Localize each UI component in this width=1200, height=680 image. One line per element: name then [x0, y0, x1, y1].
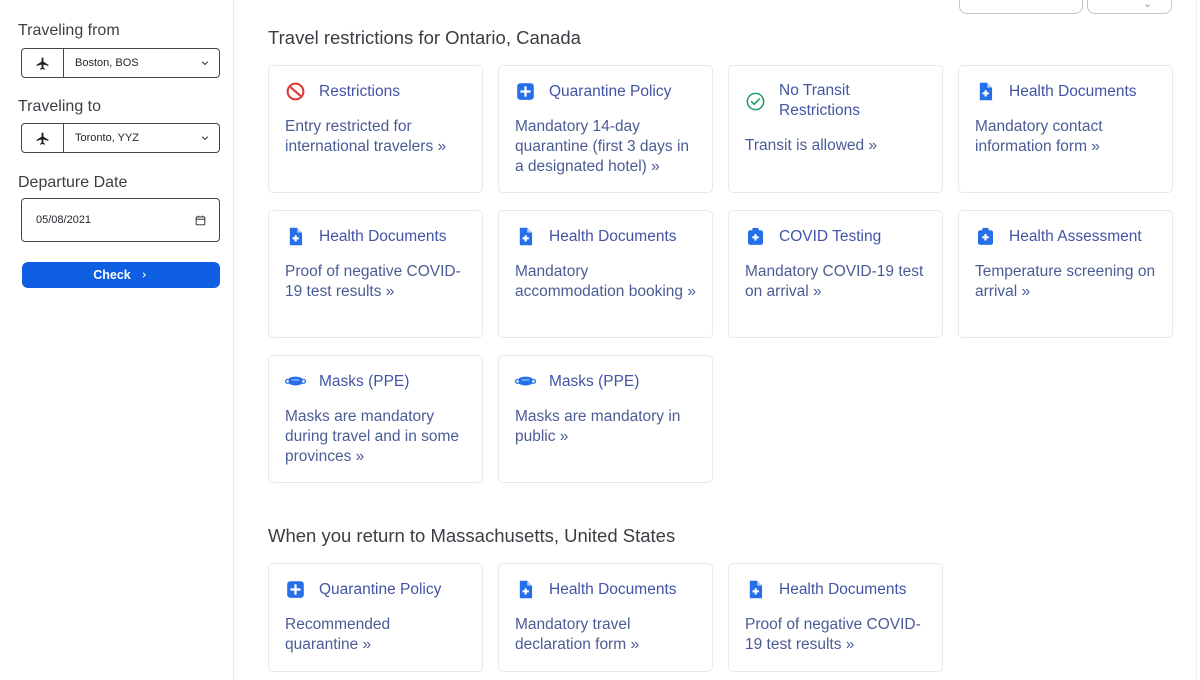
card-title: Quarantine Policy — [549, 82, 672, 100]
traveling-from-value: Boston, BOS — [75, 57, 139, 69]
chevron-right-icon — [139, 270, 149, 280]
card-header — [975, 81, 1156, 102]
restriction-card — [268, 355, 483, 483]
airplane-icon — [22, 49, 64, 77]
card-header — [745, 81, 926, 121]
chevron-down-icon — [191, 49, 219, 77]
header-action-button[interactable] — [959, 0, 1083, 14]
chevron-down-icon — [1143, 1, 1152, 10]
card-header — [285, 226, 466, 247]
sidebar-divider — [233, 0, 234, 680]
departure-date-label: Departure Date — [18, 174, 128, 191]
card-header — [975, 226, 1156, 247]
card-body-link[interactable]: Mandatory COVID-19 test on arrival » — [745, 263, 924, 300]
card-header — [745, 579, 926, 600]
card-title: Health Documents — [549, 227, 677, 245]
card-body-link[interactable]: Proof of negative COVID-19 test results » — [285, 263, 461, 300]
health-documents-icon — [285, 226, 306, 247]
card-header — [285, 371, 466, 392]
card-title: Masks (PPE) — [549, 372, 640, 390]
card-header — [515, 371, 696, 392]
card-header — [285, 579, 466, 600]
traveling-from-select[interactable] — [21, 48, 220, 78]
check-button-label: Check — [93, 268, 131, 282]
header-dropdown-button[interactable] — [1087, 0, 1172, 14]
restriction-card — [498, 210, 713, 338]
return-section-title: When you return to Massachusetts, United States — [268, 525, 676, 546]
card-header — [745, 226, 926, 247]
restriction-card — [498, 563, 713, 672]
health-documents-icon — [975, 81, 996, 102]
card-body-link[interactable]: Mandatory accommodation booking » — [515, 263, 696, 300]
card-body-link[interactable]: Entry restricted for international travelers » — [285, 118, 447, 155]
calendar-icon[interactable] — [194, 214, 207, 227]
airplane-icon — [22, 124, 64, 152]
mask-icon — [285, 371, 306, 392]
restriction-card — [728, 210, 943, 338]
card-body-link[interactable]: Recommended quarantine » — [285, 616, 391, 653]
card-title: Health Documents — [1009, 82, 1137, 100]
card-title: Health Assessment — [1009, 227, 1142, 245]
quarantine-icon — [285, 579, 306, 600]
check-button[interactable] — [22, 262, 220, 288]
mask-icon — [515, 371, 536, 392]
restriction-card — [958, 210, 1173, 338]
departure-date-input[interactable] — [21, 198, 220, 242]
traveling-to-label: Traveling to — [18, 98, 101, 115]
traveling-from-label: Traveling from — [18, 22, 120, 39]
covid-testing-icon — [745, 226, 766, 247]
return-restrictions-grid — [268, 563, 943, 672]
card-title: Health Documents — [549, 580, 677, 598]
restriction-card — [498, 65, 713, 193]
no-transit-icon — [745, 91, 766, 112]
departure-date-value: 05/08/2021 — [36, 214, 92, 226]
card-body-link[interactable]: Temperature screening on arrival » — [975, 263, 1156, 300]
chevron-down-icon — [191, 124, 219, 152]
card-header — [285, 81, 466, 102]
card-title: COVID Testing — [779, 227, 882, 245]
restriction-card — [728, 563, 943, 672]
card-body-link[interactable]: Mandatory contact information form » — [975, 118, 1103, 155]
card-body-link[interactable]: Mandatory 14-day quarantine (first 3 days in a designated hotel) » — [515, 118, 690, 175]
health-documents-icon — [745, 579, 766, 600]
restriction-card — [268, 563, 483, 672]
page-edge-line — [1196, 0, 1197, 680]
card-title: Restrictions — [319, 82, 400, 100]
restriction-card — [728, 65, 943, 193]
card-header — [515, 226, 696, 247]
card-body-link[interactable]: Masks are mandatory during travel and in some provinces » — [285, 408, 460, 465]
quarantine-icon — [515, 81, 536, 102]
destination-section-title: Travel restrictions for Ontario, Canada — [268, 27, 581, 48]
health-assessment-icon — [975, 226, 996, 247]
card-title: No Transit Restrictions — [779, 82, 860, 119]
restriction-card — [958, 65, 1173, 193]
card-body-link[interactable]: Masks are mandatory in public » — [515, 408, 681, 445]
card-body-link[interactable]: Proof of negative COVID-19 test results » — [745, 616, 921, 653]
card-body-link[interactable]: Transit is allowed » — [745, 137, 878, 154]
health-documents-icon — [515, 579, 536, 600]
restriction-card — [268, 65, 483, 193]
card-header — [515, 81, 696, 102]
traveling-to-value: Toronto, YYZ — [75, 132, 139, 144]
restrictions-icon — [285, 81, 306, 102]
card-title: Health Documents — [779, 580, 907, 598]
card-header — [515, 579, 696, 600]
restriction-card — [268, 210, 483, 338]
card-title: Quarantine Policy — [319, 580, 442, 598]
health-documents-icon — [515, 226, 536, 247]
restriction-card — [498, 355, 713, 483]
card-title: Health Documents — [319, 227, 447, 245]
card-body-link[interactable]: Mandatory travel declaration form » — [515, 616, 640, 653]
card-title: Masks (PPE) — [319, 372, 410, 390]
traveling-to-select[interactable] — [21, 123, 220, 153]
destination-restrictions-grid — [268, 65, 1173, 483]
